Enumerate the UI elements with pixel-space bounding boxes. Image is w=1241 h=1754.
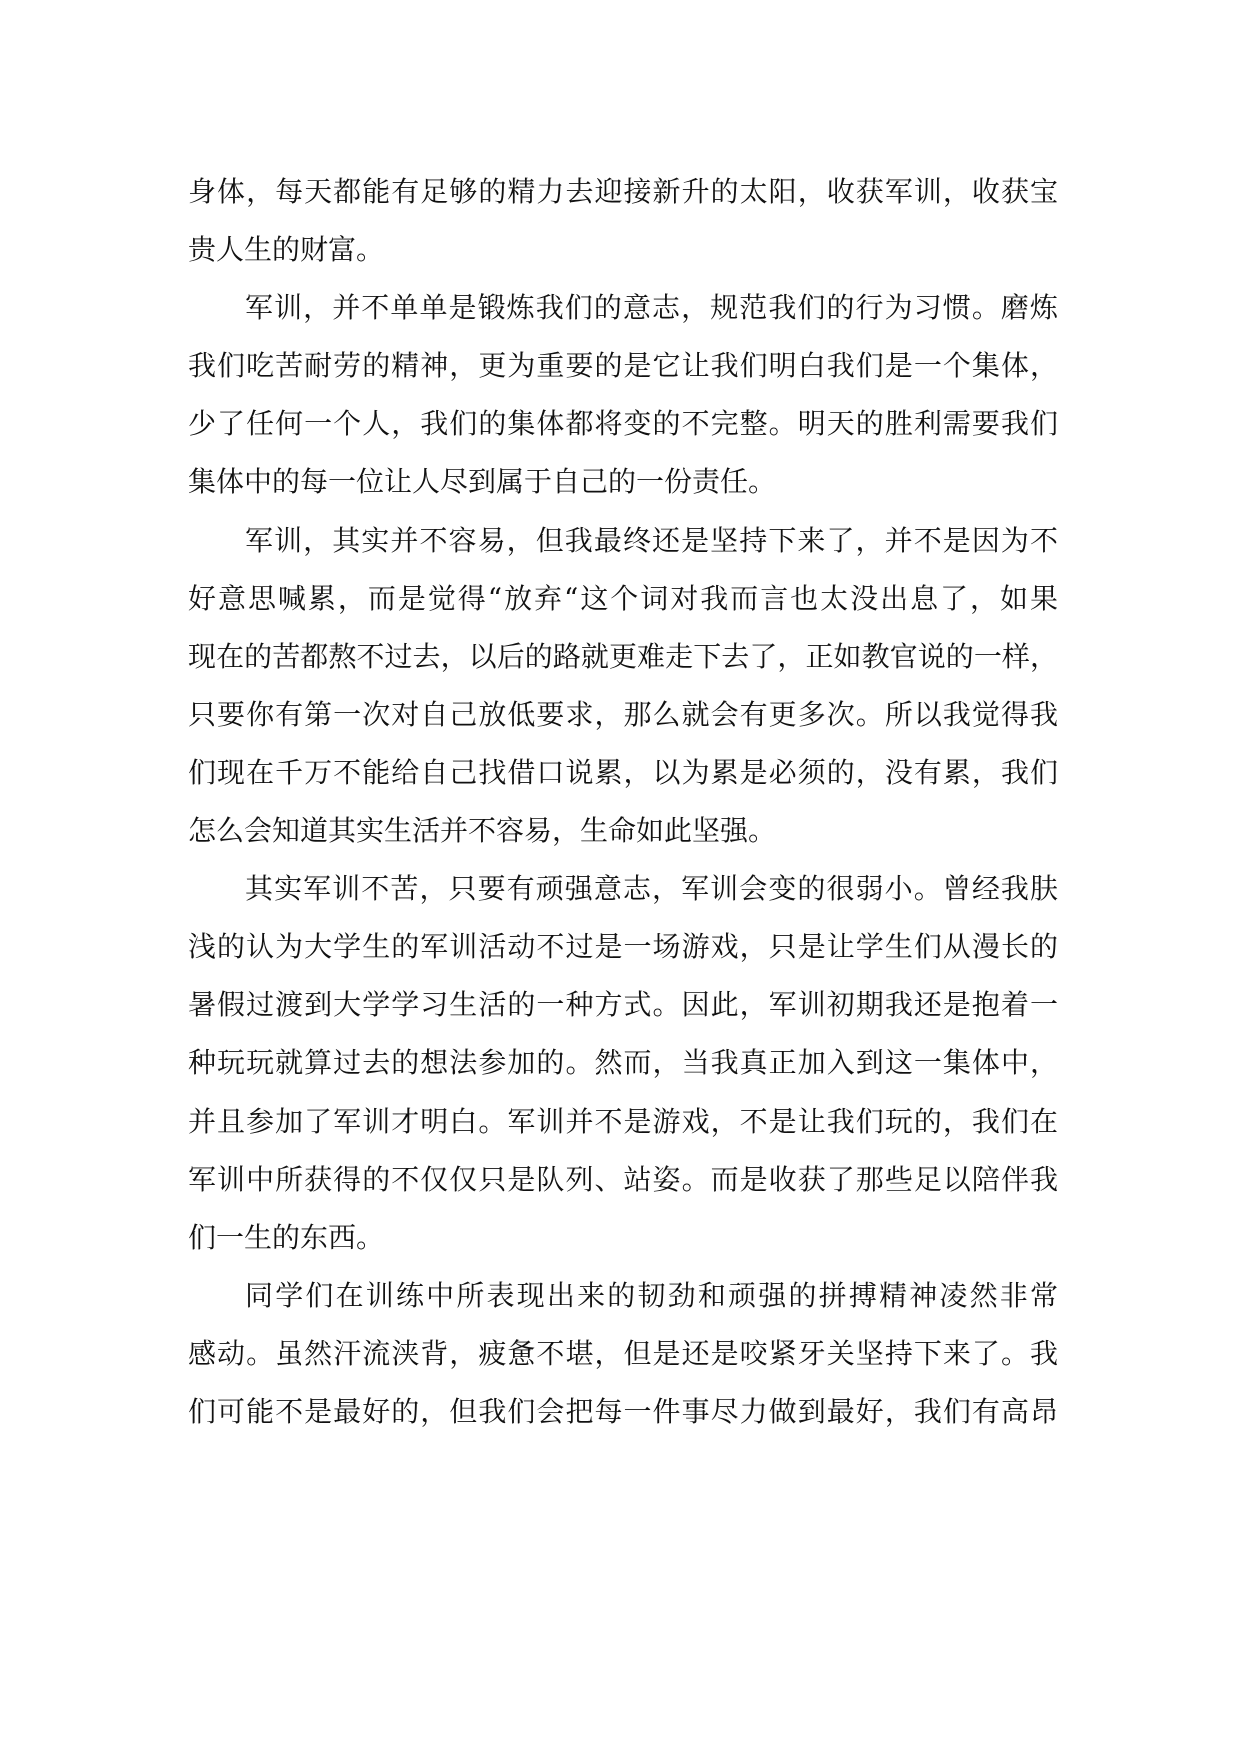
document-body bbox=[188, 163, 1058, 1441]
text-line: 们现在千万不能给自己找借口说累，以为累是必须的，没有累，我们 bbox=[188, 755, 1058, 789]
text-line: 军训中所获得的不仅仅只是队列、站姿。而是收获了那些足以陪伴我 bbox=[188, 1162, 1058, 1196]
text-line: 暑假过渡到大学学习生活的一种方式。因此，军训初期我还是抱着一 bbox=[188, 988, 1058, 1022]
text-line: 种玩玩就算过去的想法参加的。然而，当我真正加入到这一集体中， bbox=[188, 1046, 1058, 1080]
paragraph-4 bbox=[188, 860, 1058, 1267]
paragraph-5 bbox=[188, 1267, 1058, 1441]
text-line: 少了任何一个人，我们的集体都将变的不完整。明天的胜利需要我们 bbox=[188, 407, 1058, 441]
text-line: 感动。虽然汗流浃背，疲惫不堪，但是还是咬紧牙关坚持下来了。我 bbox=[188, 1336, 1058, 1370]
text-line: 同学们在训练中所表现出来的韧劲和顽强的拼搏精神凌然非常 bbox=[245, 1278, 1058, 1312]
text-line: 军训，并不单单是锻炼我们的意志，规范我们的行为习惯。磨炼 bbox=[245, 291, 1058, 325]
text-line: 并且参加了军训才明白。军训并不是游戏，不是让我们玩的，我们在 bbox=[188, 1104, 1058, 1138]
text-line: 其实军训不苦，只要有顽强意志，军训会变的很弱小。曾经我肤 bbox=[245, 872, 1058, 906]
text-line: 们一生的东西。 bbox=[188, 1220, 385, 1254]
text-line: 我们吃苦耐劳的精神，更为重要的是它让我们明白我们是一个集体， bbox=[188, 349, 1058, 383]
paragraph-3 bbox=[188, 512, 1058, 861]
text-line: 军训，其实并不容易，但我最终还是坚持下来了，并不是因为不 bbox=[245, 523, 1058, 557]
text-line: 们可能不是最好的，但我们会把每一件事尽力做到最好，我们有高昂 bbox=[188, 1394, 1058, 1428]
paragraph-2 bbox=[188, 279, 1058, 511]
text-line: 只要你有第一次对自己放低要求，那么就会有更多次。所以我觉得我 bbox=[188, 697, 1058, 731]
text-line: 集体中的每一位让人尽到属于自己的一份责任。 bbox=[188, 465, 777, 499]
text-line: 怎么会知道其实生活并不容易，生命如此坚强。 bbox=[188, 814, 777, 848]
text-line: 现在的苦都熬不过去，以后的路就更难走下去了，正如教官说的一样， bbox=[188, 639, 1058, 673]
text-line: 浅的认为大学生的军训活动不过是一场游戏，只是让学生们从漫长的 bbox=[188, 930, 1058, 964]
paragraph-1 bbox=[188, 163, 1058, 279]
text-line: 好意思喊累，而是觉得“放弃“这个词对我而言也太没出息了，如果 bbox=[188, 581, 1058, 615]
text-line: 身体，每天都能有足够的精力去迎接新升的太阳，收获军训，收获宝 bbox=[188, 175, 1058, 208]
text-line: 贵人生的财富。 bbox=[188, 233, 385, 267]
